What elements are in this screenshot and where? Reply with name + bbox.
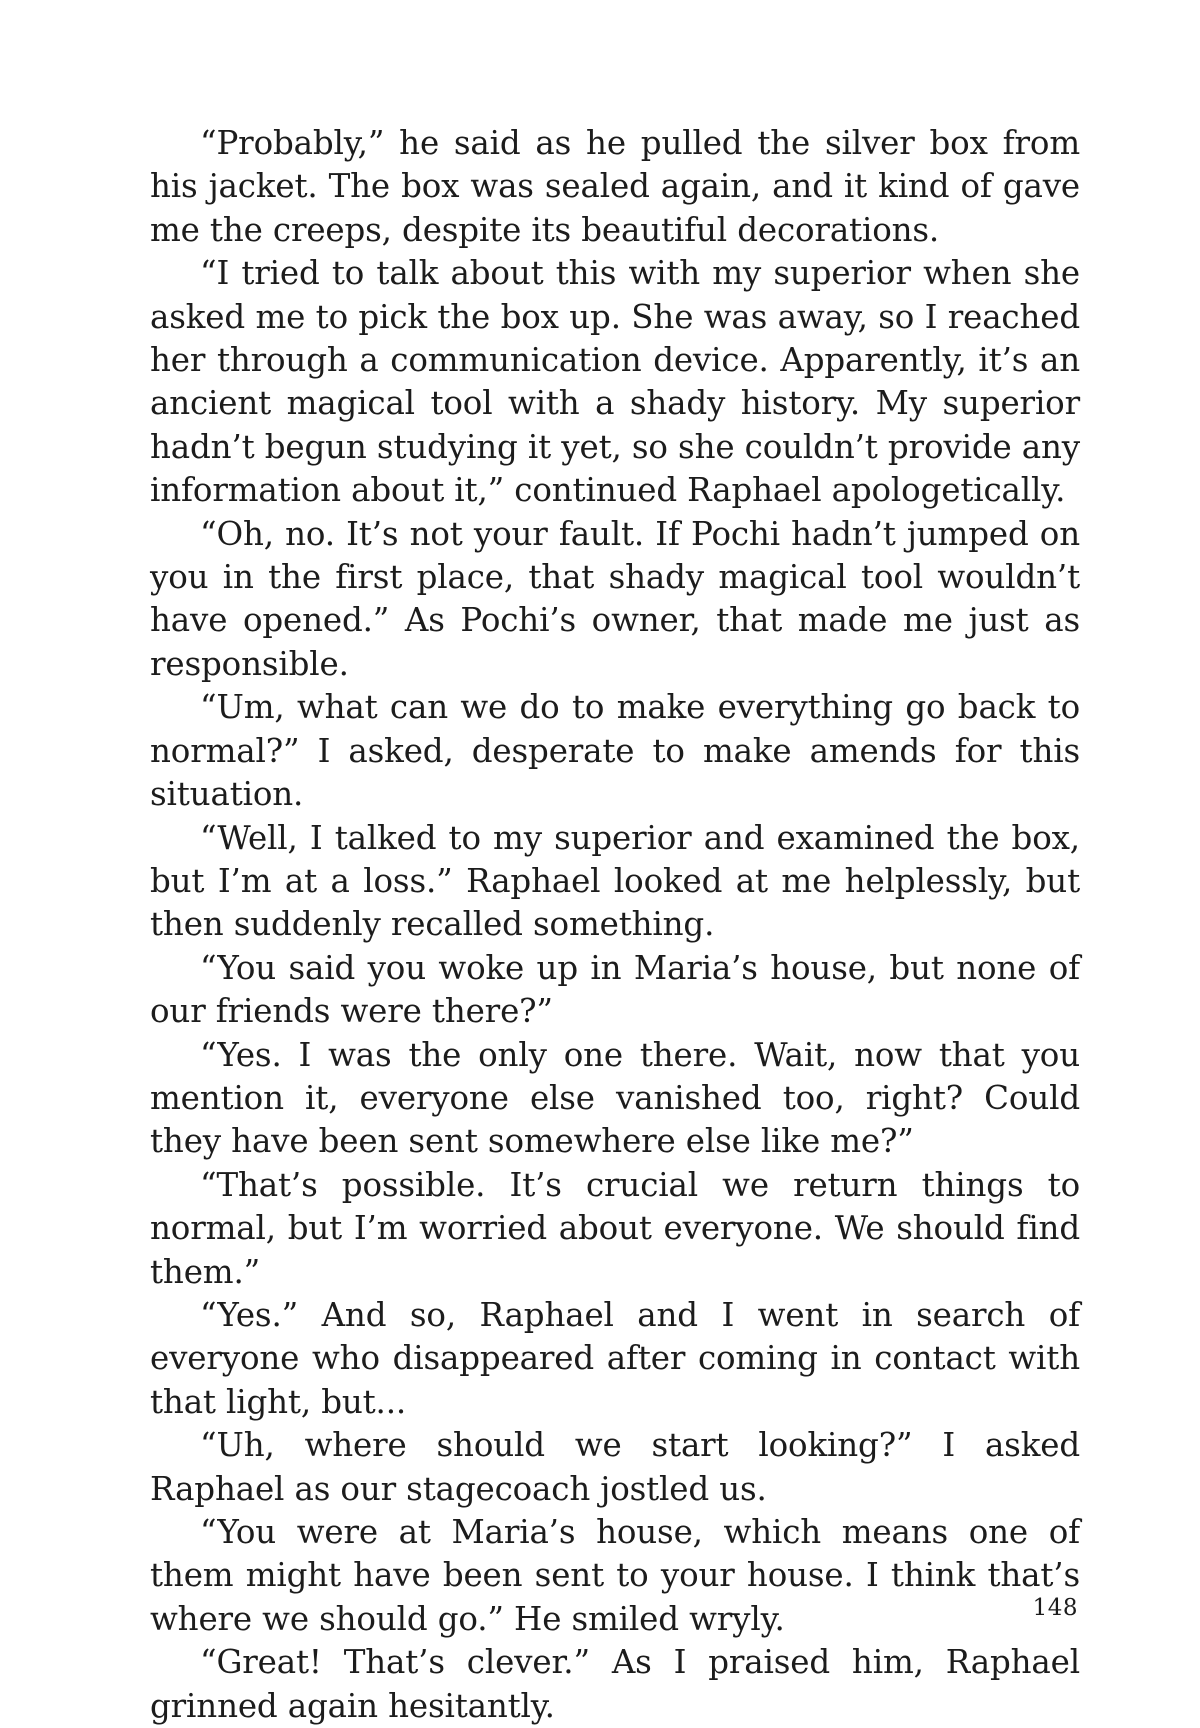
paragraph: “Uh, where should we start looking?” I asked Raphael as our stagecoach jostled us. bbox=[150, 1426, 1080, 1508]
paragraph: “Yes.” And so, Raphael and I went in search of everyone who disappeared after coming in contact with that light, but... bbox=[150, 1295, 1080, 1421]
paragraph: “Great! That’s clever.” As I praised him, Raphael grinned again hesitantly. bbox=[150, 1643, 1080, 1725]
paragraph: “Um, what can we do to make everything go back to normal?” I asked, desperate to make amends for this situation. bbox=[150, 688, 1080, 814]
paragraph: “Oh, no. It’s not your fault. If Pochi hadn’t jumped on you in the first place, that shady magical tool wouldn’t have opened.” As Pochi’s owner, that made me just as responsible. bbox=[150, 514, 1080, 683]
paragraph: “That’s possible. It’s crucial we return things to normal, but I’m worried about everyone. We should find them.” bbox=[150, 1165, 1080, 1291]
paragraph: “You were at Maria’s house, which means one of them might have been sent to your house. I think that’s where we should go.” He smiled wryly. bbox=[150, 1513, 1080, 1638]
paragraph: “You said you woke up in Maria’s house, but none of our friends were there?” bbox=[150, 948, 1080, 1031]
page-number: 148 bbox=[1032, 1595, 1078, 1621]
paragraph: “Yes. I was the only one there. Wait, now that you mention it, everyone else vanished too, right? Could they have been sent somewhere else like me?” bbox=[150, 1035, 1080, 1161]
body-text bbox=[150, 122, 1080, 1728]
paragraph: “I tried to talk about this with my superior when she asked me to pick the box up. She was away, so I reached her through a communication device. Apparently, it’s an ancient magical tool with a shady history. My superior hadn’t begun studying it yet, so she couldn’t provide any information about it,” continued Raphael apologetically. bbox=[150, 254, 1080, 510]
paragraph: “Probably,” he said as he pulled the silver box from his jacket. The box was sealed again, and it kind of gave me the creeps, despite its beautiful decorations. bbox=[150, 124, 1080, 249]
paragraph: “Well, I talked to my superior and examined the box, but I’m at a loss.” Raphael looked at me helplessly, but then suddenly recalled something. bbox=[150, 818, 1080, 944]
